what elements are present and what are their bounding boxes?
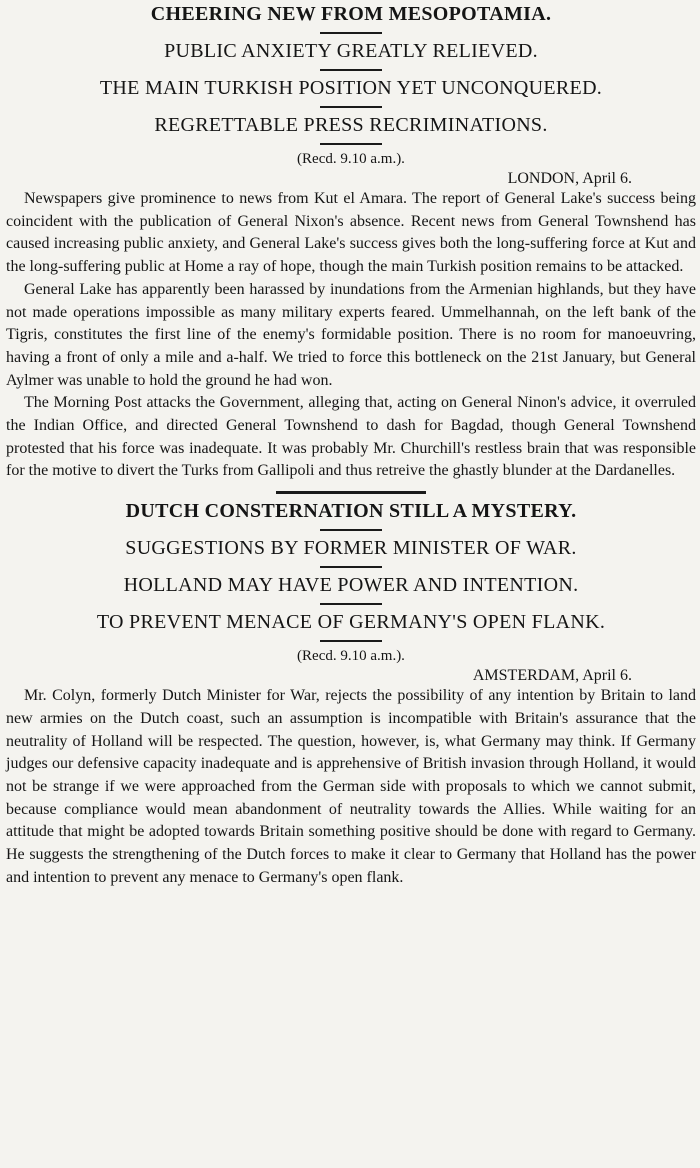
subheadline-former-minister: SUGGESTIONS BY FORMER MINISTER OF WAR. (125, 537, 577, 560)
subheadline-press-recriminations: REGRETTABLE PRESS RECRIMINATIONS. (154, 114, 548, 136)
subheadline-holland-power: HOLLAND MAY HAVE POWER AND INTENTION. (123, 574, 579, 597)
headline-rule (320, 603, 382, 605)
headline-rule (320, 32, 382, 34)
article-paragraph: Newspapers give prominence to news from Kut el Amara. The report of General Lake's success being coincident with the publication of General Nixon's absence. Recent news from General Townshend has caused increasing public anxiety, and General Lake's success gives both the long-suffering force at Kut and the long-suffering public at Home a ray of hope, though the main Turkish position remains to be attacked. (6, 190, 696, 276)
article-paragraph: Mr. Colyn, formerly Dutch Minister for War, rejects the possibility of any intention by Britain to land new armies on the Dutch coast, such an assumption is incompatible with Britain's assurance that the neutrality of Holland will be respected. The question, however, is, what Germany may think. If Germany judges our defensive capacity inadequate and is apprehensive of British invasion through Holland, it would not be strange if we were approached from the German side with proposals to which we cannot submit, because compliance would mean abandonment of neutrality towards the Allies. While waiting for an attitude that might be adopted towards Britain something positive should be done with regard to Germany. He suggests the strengthening of the Dutch forces to make it clear to Germany that Holland has the power and intention to prevent any menace to Germany's open flank. (6, 687, 696, 886)
subheadline-open-flank: TO PREVENT MENACE OF GERMANY'S OPEN FLANK. (96, 611, 606, 634)
article-paragraph: General Lake has apparently been harassed by inundations from the Armenian highlands, but they have not made operations impossible as many military experts feared. Ummelhannah, on the left bank of the Tigris, constitutes the first line of the enemy's formidable position. There is no room for manoeuvring, having a front of only a mile and a-half. We tried to force this bottleneck on the 21st January, but General Aylmer was unable to hold the ground he had won. (6, 280, 696, 389)
headline-rule (320, 566, 382, 568)
received-time: (Recd. 9.10 a.m.). (297, 151, 405, 167)
dateline-amsterdam: AMSTERDAM, April 6. (472, 667, 632, 685)
article-paragraph: The Morning Post attacks the Government, alleging that, acting on General Ninon's advice, it overruled the Indian Office, and directed General Townshend to dash for Bagdad, though General Townshend protested that his force was inadequate. It was probably Mr. Churchill's restless brain that was responsible for the motive to divert the Turks from Gallipoli and thus retreive the ghastly blunder at the Dardanelles. (6, 394, 696, 480)
subheadline-public-anxiety: PUBLIC ANXIETY GREATLY RELIEVED. (164, 40, 538, 62)
subheadline-turkish-position: THE MAIN TURKISH POSITION YET UNCONQUERED. (99, 77, 603, 99)
dateline-london: LONDON, April 6. (507, 170, 632, 187)
article-separator (276, 491, 426, 494)
headline-mesopotamia: CHEERING NEW FROM MESOPOTAMIA. (150, 3, 552, 25)
headline-rule (320, 529, 382, 531)
headline-rule (320, 106, 382, 108)
headline-rule (320, 640, 382, 642)
headline-dutch-consternation: DUTCH CONSTERNATION STILL A MYSTERY. (125, 500, 577, 523)
received-time: (Recd. 9.10 a.m.). (297, 648, 405, 665)
headline-rule (320, 143, 382, 145)
headline-rule (320, 69, 382, 71)
